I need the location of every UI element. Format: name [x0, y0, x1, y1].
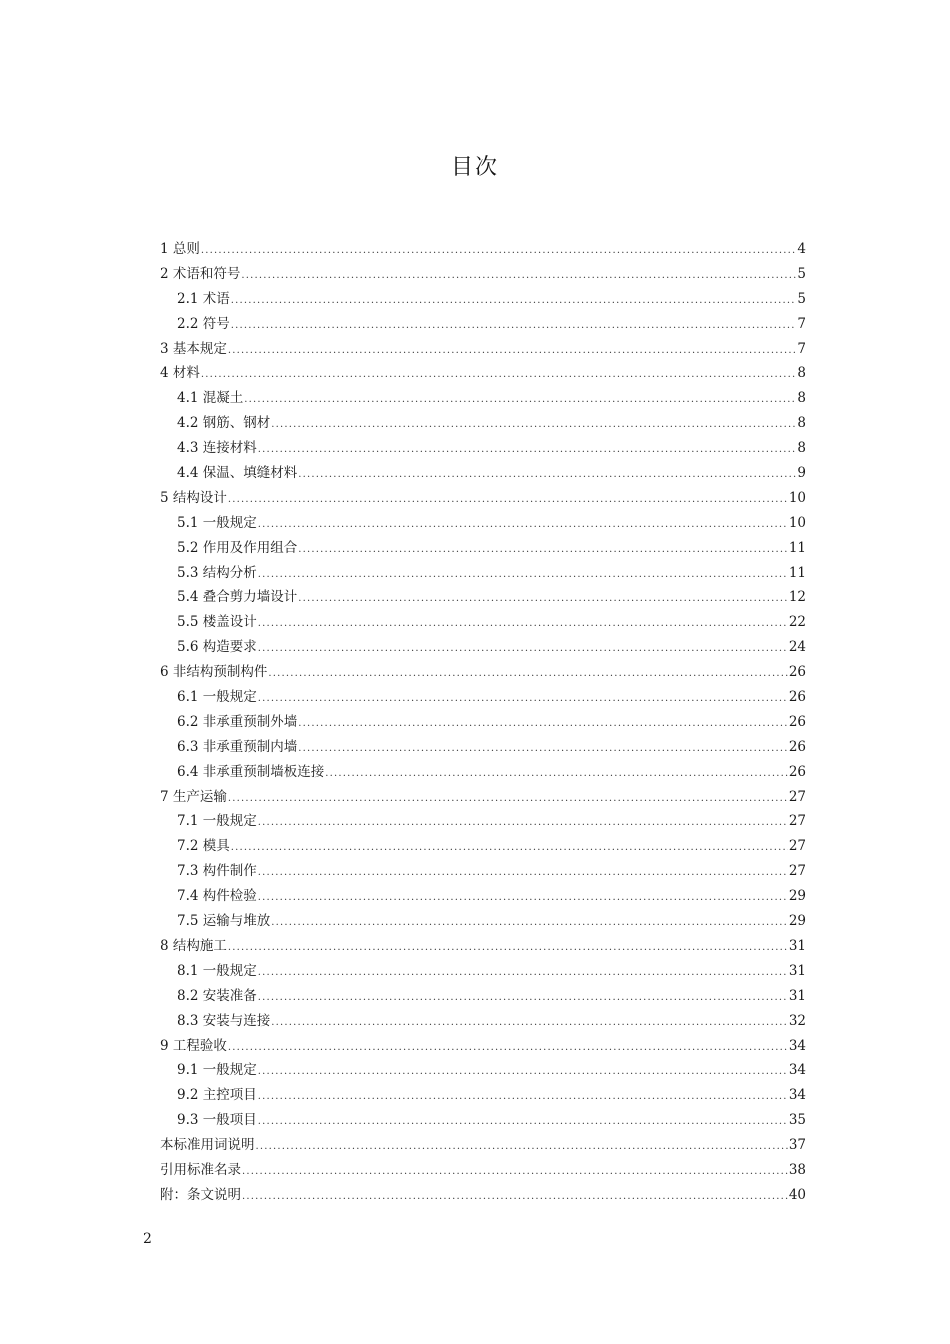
toc-entry-page: 10	[788, 489, 806, 506]
toc-entry-page: 32	[788, 1012, 806, 1029]
toc-entry-label: 2.1 术语	[177, 290, 230, 307]
toc-entry-page: 31	[788, 937, 806, 954]
toc-entry-label: 8.1 一般规定	[177, 962, 257, 979]
toc-entry-page: 11	[788, 564, 806, 581]
toc-dot-leader	[201, 239, 797, 264]
toc-entry-label: 4.2 钢筋、钢材	[177, 415, 271, 432]
toc-dot-leader	[241, 264, 796, 289]
toc-entry[interactable]	[160, 486, 806, 511]
toc-entry-page: 8	[797, 365, 806, 382]
toc-entry[interactable]	[160, 859, 806, 884]
toc-entry-label: 4 材料	[160, 365, 200, 382]
toc-entry-page: 9	[797, 465, 806, 482]
toc-entry[interactable]	[160, 660, 806, 685]
toc-entry-page: 35	[788, 1112, 806, 1129]
toc-dot-leader	[258, 637, 788, 662]
toc-dot-leader	[298, 737, 788, 762]
toc-entry[interactable]	[160, 984, 806, 1009]
toc-entry[interactable]	[160, 934, 806, 959]
toc-entry[interactable]	[160, 436, 806, 461]
toc-entry[interactable]	[160, 561, 806, 586]
toc-entry-label: 7.2 模具	[177, 838, 230, 855]
toc-entry[interactable]	[160, 585, 806, 610]
toc-dot-leader	[231, 836, 788, 861]
toc-entry-label: 8.3 安装与连接	[177, 1012, 271, 1029]
toc-dot-leader	[242, 1185, 788, 1210]
toc-entry-page: 26	[788, 763, 806, 780]
toc-entry[interactable]	[160, 337, 806, 362]
toc-dot-leader	[242, 1160, 788, 1185]
toc-entry-label: 引用标准名录	[160, 1161, 241, 1178]
toc-entry-label: 9 工程验收	[160, 1037, 227, 1054]
toc-entry-label: 6.3 非承重预制内墙	[177, 738, 298, 755]
toc-entry[interactable]	[160, 361, 806, 386]
toc-dot-leader	[228, 787, 788, 812]
table-of-contents	[160, 237, 806, 1208]
toc-entry-label: 8 结构施工	[160, 937, 227, 954]
toc-entry[interactable]	[160, 710, 806, 735]
toc-entry-page: 26	[788, 713, 806, 730]
toc-entry-page: 8	[797, 440, 806, 457]
toc-entry-page: 5	[797, 290, 806, 307]
page-title: 目次	[450, 155, 499, 180]
toc-dot-leader	[228, 936, 788, 961]
toc-dot-leader	[258, 1085, 788, 1110]
toc-entry-label: 1 总则	[160, 241, 200, 257]
toc-entry[interactable]	[160, 1083, 806, 1108]
toc-entry-page: 34	[788, 1087, 806, 1104]
toc-dot-leader	[258, 961, 788, 986]
toc-dot-leader	[228, 1036, 788, 1061]
toc-entry-label: 4.4 保温、填缝材料	[177, 465, 298, 482]
toc-entry-label: 5.4 叠合剪力墙设计	[177, 589, 298, 606]
toc-entry[interactable]	[160, 909, 806, 934]
toc-entry[interactable]	[160, 411, 806, 436]
toc-entry-label: 9.1 一般规定	[177, 1062, 257, 1079]
toc-entry-page: 12	[788, 589, 806, 606]
toc-dot-leader	[258, 563, 788, 588]
toc-entry-page: 27	[788, 813, 806, 830]
toc-entry-page: 7	[797, 340, 806, 357]
toc-dot-leader	[258, 1110, 788, 1135]
toc-entry-label: 2 术语和符号	[160, 265, 241, 282]
toc-entry-page: 26	[788, 664, 806, 681]
toc-entry[interactable]	[160, 511, 806, 536]
toc-dot-leader	[271, 1011, 788, 1036]
toc-entry-page: 8	[797, 415, 806, 432]
toc-entry[interactable]	[160, 735, 806, 760]
toc-entry[interactable]	[160, 635, 806, 660]
toc-entry-label: 7.3 构件制作	[177, 863, 257, 880]
toc-entry[interactable]	[160, 685, 806, 710]
toc-entry-label: 5.2 作用及作用组合	[177, 539, 298, 556]
toc-entry-page: 26	[788, 738, 806, 755]
toc-dot-leader	[228, 488, 788, 513]
toc-entry-page: 34	[788, 1062, 806, 1079]
toc-entry-label: 6.1 一般规定	[177, 689, 257, 706]
toc-entry[interactable]	[160, 287, 806, 312]
toc-entry-label: 5.3 结构分析	[177, 564, 257, 581]
toc-entry-label: 7.5 运输与堆放	[177, 913, 271, 930]
toc-entry-label: 5.6 构造要求	[177, 639, 257, 656]
toc-entry-label: 4.1 混凝土	[177, 390, 244, 407]
toc-entry[interactable]	[160, 1108, 806, 1133]
toc-dot-leader	[325, 762, 788, 787]
toc-entry[interactable]	[160, 1158, 806, 1183]
toc-entry-page: 7	[797, 315, 806, 332]
toc-entry-label: 6.2 非承重预制外墙	[177, 713, 298, 730]
toc-entry-label: 6 非结构预制构件	[160, 664, 268, 681]
toc-dot-leader	[298, 538, 788, 563]
toc-entry[interactable]	[160, 760, 806, 785]
toc-dot-leader	[271, 413, 796, 438]
toc-dot-leader	[228, 339, 797, 364]
toc-entry-page: 38	[788, 1161, 806, 1178]
toc-entry-page: 29	[788, 913, 806, 930]
toc-entry-page: 5	[797, 265, 806, 282]
page-number: 2	[143, 1231, 152, 1247]
toc-entry-page: 31	[788, 962, 806, 979]
toc-entry-label: 7.4 构件检验	[177, 888, 257, 905]
toc-dot-leader	[258, 861, 788, 886]
toc-entry[interactable]	[160, 884, 806, 909]
toc-dot-leader	[231, 289, 797, 314]
toc-entry[interactable]	[160, 536, 806, 561]
toc-entry-label: 6.4 非承重预制墙板连接	[177, 763, 325, 780]
toc-entry-label: 5.5 楼盖设计	[177, 614, 257, 631]
toc-entry[interactable]	[160, 386, 806, 411]
toc-entry-label: 2.2 符号	[177, 315, 230, 332]
toc-entry-page: 37	[788, 1137, 806, 1154]
toc-entry-page: 27	[788, 838, 806, 855]
toc-dot-leader	[271, 911, 788, 936]
toc-entry-page: 31	[788, 987, 806, 1004]
toc-entry[interactable]	[160, 959, 806, 984]
toc-dot-leader	[258, 687, 788, 712]
toc-dot-leader	[258, 513, 788, 538]
toc-entry[interactable]	[160, 785, 806, 810]
toc-entry-page: 11	[788, 539, 806, 556]
toc-dot-leader	[258, 1060, 788, 1085]
toc-entry[interactable]	[160, 312, 806, 337]
toc-dot-leader	[258, 438, 797, 463]
toc-entry-label: 9.3 一般项目	[177, 1112, 257, 1129]
toc-entry[interactable]	[160, 461, 806, 486]
toc-entry-page: 22	[788, 614, 806, 631]
toc-dot-leader	[258, 886, 788, 911]
toc-entry-page: 26	[788, 689, 806, 706]
toc-entry-label: 5.1 一般规定	[177, 514, 257, 531]
toc-entry[interactable]	[160, 1183, 806, 1208]
toc-entry-page: 40	[788, 1186, 806, 1203]
toc-dot-leader	[258, 811, 788, 836]
toc-dot-leader	[268, 662, 787, 687]
toc-dot-leader	[258, 612, 788, 637]
toc-entry-label: 3 基本规定	[160, 340, 227, 357]
toc-entry-page: 4	[797, 241, 806, 257]
toc-entry[interactable]	[160, 1133, 806, 1158]
toc-entry-page: 8	[797, 390, 806, 407]
toc-entry[interactable]	[160, 834, 806, 859]
toc-dot-leader	[298, 587, 788, 612]
toc-entry[interactable]	[160, 1034, 806, 1059]
toc-entry[interactable]	[160, 262, 806, 287]
toc-entry-page: 34	[788, 1037, 806, 1054]
toc-entry[interactable]	[160, 237, 806, 262]
toc-entry[interactable]	[160, 1058, 806, 1083]
toc-entry-label: 7 生产运输	[160, 788, 227, 805]
toc-entry-label: 8.2 安装准备	[177, 987, 257, 1004]
toc-dot-leader	[256, 1135, 788, 1160]
toc-entry[interactable]	[160, 809, 806, 834]
toc-entry[interactable]	[160, 610, 806, 635]
toc-entry-page: 27	[788, 863, 806, 880]
toc-entry-label: 9.2 主控项目	[177, 1087, 257, 1104]
toc-entry[interactable]	[160, 1009, 806, 1034]
toc-entry-page: 24	[788, 639, 806, 656]
toc-dot-leader	[258, 986, 788, 1011]
toc-entry-label: 7.1 一般规定	[177, 813, 257, 830]
toc-entry-page: 10	[788, 514, 806, 531]
toc-dot-leader	[201, 363, 797, 388]
toc-dot-leader	[298, 712, 788, 737]
toc-entry-page: 27	[788, 788, 806, 805]
toc-entry-label: 5 结构设计	[160, 489, 227, 506]
toc-entry-page: 29	[788, 888, 806, 905]
toc-entry-label: 4.3 连接材料	[177, 440, 257, 457]
toc-dot-leader	[298, 463, 796, 488]
toc-dot-leader	[244, 388, 796, 413]
toc-entry-label: 本标准用词说明	[160, 1137, 255, 1154]
toc-entry-label: 附：条文说明	[160, 1186, 241, 1203]
toc-dot-leader	[231, 314, 797, 339]
